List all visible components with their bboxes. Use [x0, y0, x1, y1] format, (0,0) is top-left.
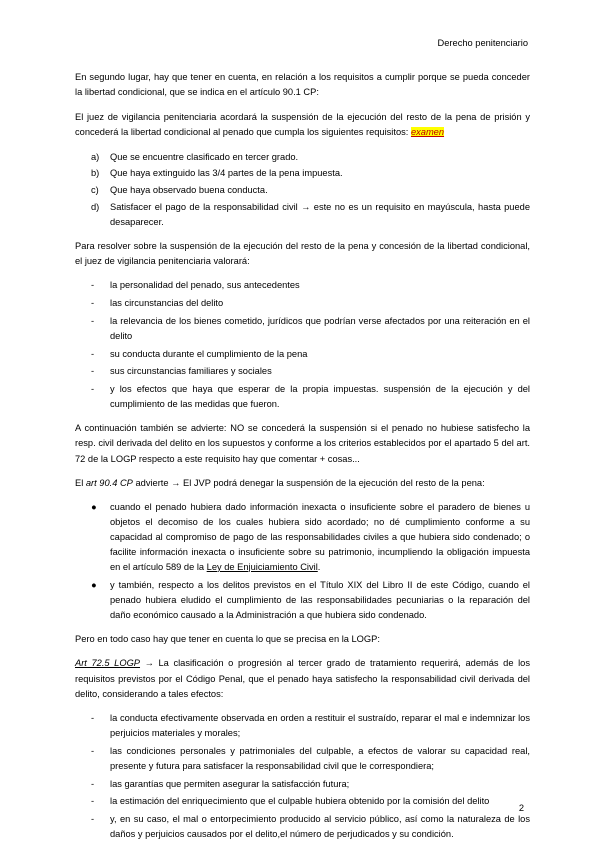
list-item: [75, 500, 530, 574]
list-item-text: y, en su caso, el mal o entorpecimiento producido al servicio público, así como la naturaleza de los daños y perjuicios causados por el delito,el número de perjudicados y su condición.: [110, 814, 530, 839]
law-link[interactable]: Ley de Enjuiciamiento Civil: [206, 561, 318, 572]
list-marker: -: [91, 713, 95, 724]
list-marker: -: [91, 298, 95, 309]
text-suffix: → La clasificación o progresión al tercer grado de tratamiento requerirá, además de los requisitos previstos por el Código Penal, que el penado haya satisfecho la responsabilidad civil derivada del delito, considerando a tales efectos:: [75, 658, 530, 700]
page-number: 2: [518, 803, 524, 813]
valuation-list: [75, 278, 530, 411]
paragraph-juez-text: El juez de vigilancia penitenciaria acordará la suspensión de la ejecución del resto de la pena de prisión y concederá la libertad condicional al penado que cumpla los siguientes requisitos:: [75, 111, 530, 138]
list-item: [75, 347, 530, 362]
list-item: [75, 150, 530, 165]
list-item-text: Satisfacer el pago de la responsabilidad civil → este no es un requisito en mayúscula, hasta puede desaparecer.: [110, 202, 530, 227]
list-item: [75, 296, 530, 311]
list-item-text: las condiciones personales y patrimoniales del culpable, a efectos de valorar su capacidad real, presente y futura para satisfacer la responsabilidad civil que le correspondiera;: [110, 746, 530, 771]
list-marker: -: [91, 316, 95, 327]
list-item-text: las circunstancias del delito: [110, 298, 224, 309]
list-item-text: su conducta durante el cumplimiento de la pena: [110, 348, 308, 359]
list-item: [75, 364, 530, 379]
list-marker: c): [91, 185, 99, 196]
list-item-text: la personalidad del penado, sus antecedentes: [110, 280, 300, 291]
list-item-text: Que haya extinguido las 3/4 partes de la pena impuesta.: [110, 168, 343, 179]
list-marker: -: [91, 746, 95, 757]
list-item: [75, 200, 530, 230]
list-item: [75, 744, 530, 774]
paragraph-art-72-5: [75, 656, 530, 702]
list-item-text: Que se encuentre clasificado en tercer grado.: [110, 151, 299, 162]
paragraph-art-90-4: [75, 476, 530, 491]
list-marker: -: [91, 280, 95, 291]
paragraph-logp-intro: Pero en todo caso hay que tener en cuenta lo que se precisa en la LOGP:: [75, 633, 380, 644]
bullet-marker: ●: [91, 502, 97, 513]
page-header: Derecho penitenciario: [437, 38, 528, 48]
list-item-text-end: .: [317, 561, 321, 572]
list-item: [75, 278, 530, 293]
list-marker: -: [91, 348, 95, 359]
list-item: [75, 812, 530, 842]
paragraph-valorara: Para resolver sobre la suspensión de la ejecución del resto de la pena y concesión de la libertad condicional, el juez de vigilancia penitenciaria valorará:: [75, 240, 530, 267]
text-prefix: El: [75, 478, 86, 489]
list-marker: -: [91, 384, 95, 395]
list-marker: b): [91, 168, 100, 179]
list-item: [75, 777, 530, 792]
document-body: [75, 70, 530, 851]
list-marker: -: [91, 814, 95, 825]
list-item-text: y los efectos que haya que esperar de la propia impuestas. suspensión de la ejecución y del cumplimiento de las medidas que fueron.: [110, 384, 530, 409]
paragraph-intro: En segundo lugar, hay que tener en cuenta, en relación a los requisitos a cumplir porque se pueda conceder la libertad condicional, que se indica en el artículo 90.1 CP:: [75, 72, 530, 98]
list-marker: d): [91, 202, 100, 213]
list-item-text: las garantías que permiten asegurar la satisfacción futura;: [110, 778, 350, 789]
list-item: [75, 314, 530, 344]
list-item: [75, 183, 530, 198]
list-item-text: y también, respecto a los delitos previstos en el Título XIX del Libro II de este Código, cuando el penado hubiera eludido el cumplimiento de las responsabilidades pecuniarias o la reparación del daño económico causado a la Administración a que hubiera sido condenado.: [110, 580, 530, 620]
list-marker: -: [91, 796, 95, 807]
list-item: [75, 166, 530, 181]
paragraph-advierte: A continuación también se advierte: NO se concederá la suspensión si el penado no hubiese satisfecho la resp. civil derivada del delito en los supuestos y conforme a los criterios establecidos por el apartado 5 del art. 72 de la LOGP respecto a este requisito hay que comentar + cosas...: [75, 422, 530, 464]
list-item: [75, 794, 530, 809]
logp-considerations-list: [75, 711, 530, 841]
list-item-text: la conducta efectivamente observada en orden a restituir el sustraído, reparar el mal e indemnizar los perjuicios materiales y morales;: [110, 713, 530, 739]
list-marker: -: [91, 366, 95, 377]
text-suffix: advierte → El JVP podrá denegar la suspensión de la ejecución del resto de la pena:: [132, 478, 485, 489]
list-item: [75, 711, 530, 741]
list-item-text: la estimación del enriquecimiento que el culpable hubiera obtenido por la comisión del delito: [110, 796, 490, 807]
requirements-list: [75, 150, 530, 230]
article-reference: art 90.4 CP: [85, 478, 133, 489]
bullet-marker: ●: [91, 580, 97, 591]
list-item-text: la relevancia de los bienes cometido, jurídicos que podrían verse afectados por una reiteración en el delito: [110, 316, 530, 341]
paragraph-juez: [75, 110, 530, 141]
list-item-text: cuando el penado hubiera dado información inexacta o insuficiente sobre el paradero de bienes u objetos el decomiso de los cuales hubiera sido acordado; no dé cumplimiento conforme a su capacidad al compromiso de pago de las responsabilidades civiles a que hubiera sido condenado; o facilite información inexacta o insuficiente sobre su patrimonio, incumpliendo la obligación impuesta en el artículo 589 de la: [110, 502, 530, 572]
list-item-text: sus circunstancias familiares y sociales: [110, 366, 272, 377]
article-reference: Art 72.5 LOGP: [75, 658, 141, 669]
list-marker: -: [91, 778, 95, 789]
list-item: [75, 578, 530, 622]
list-marker: a): [91, 151, 100, 162]
list-item-text: Que haya observado buena conducta.: [110, 185, 268, 196]
denial-conditions-list: [75, 500, 530, 622]
list-item: [75, 382, 530, 412]
examen-tag: examen: [410, 127, 445, 138]
